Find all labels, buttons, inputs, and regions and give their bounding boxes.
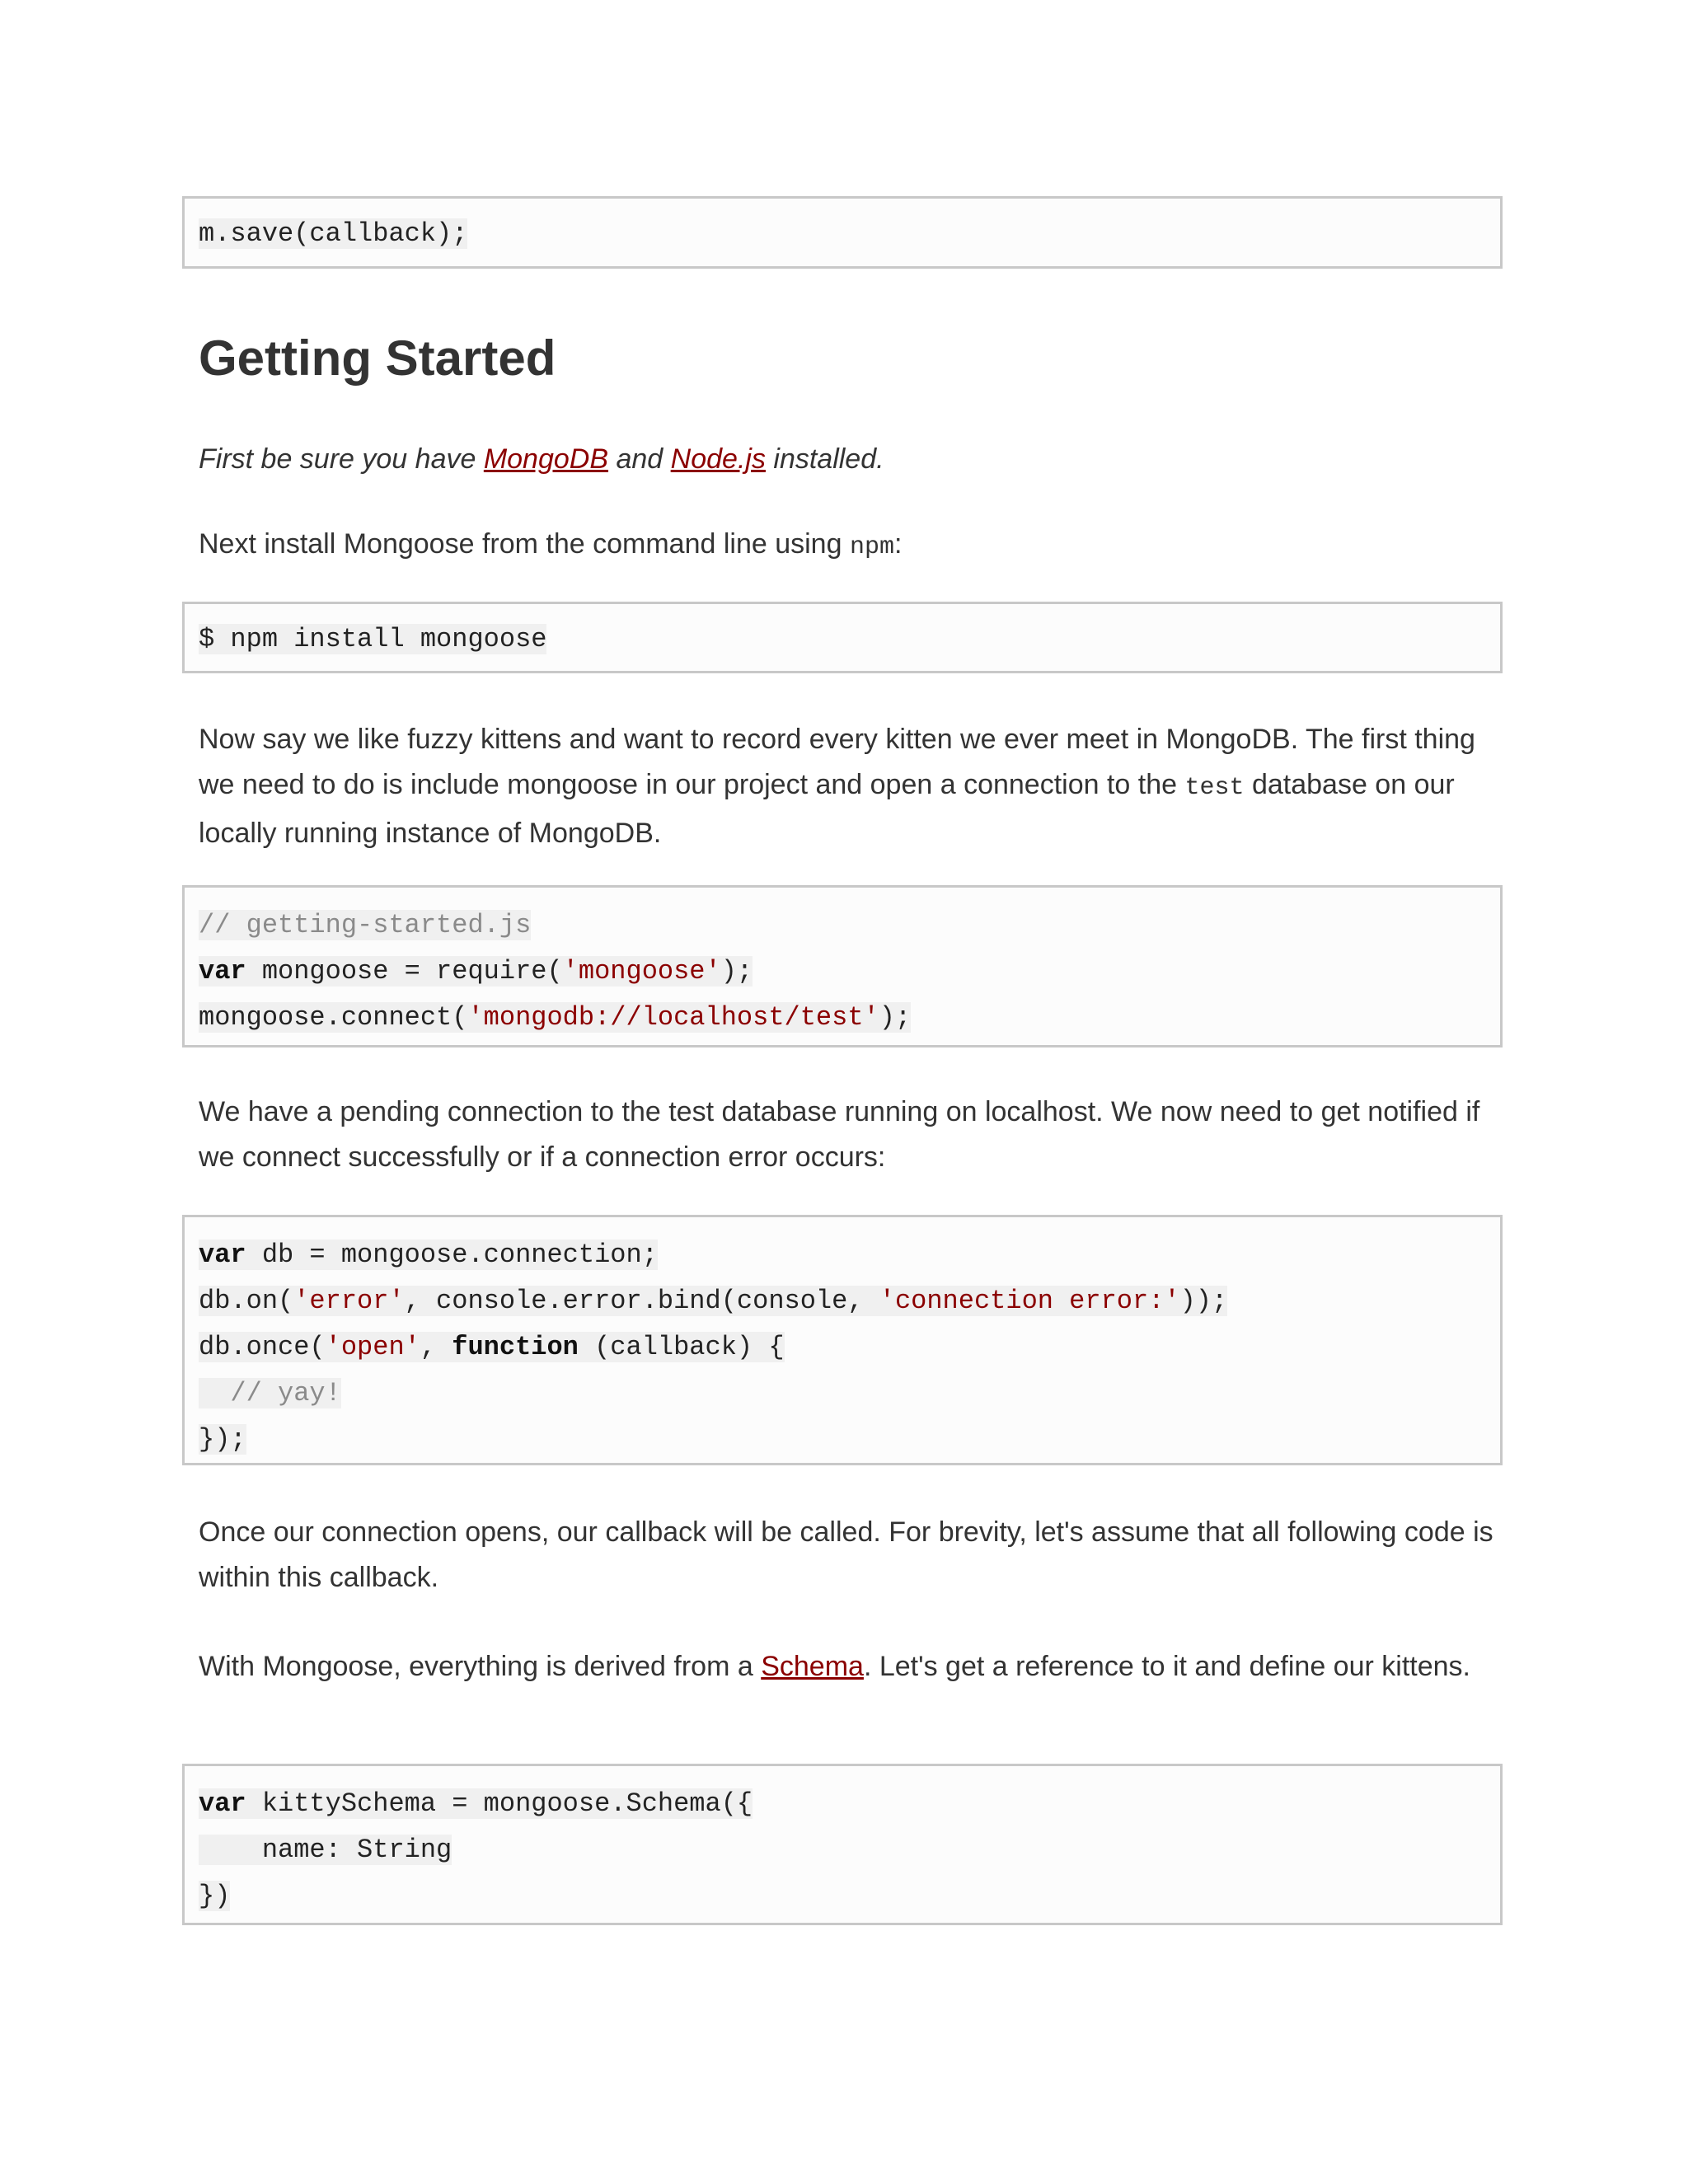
nodejs-link[interactable]: Node.js <box>670 443 766 475</box>
code-line <box>199 1232 1486 1278</box>
install-paragraph <box>199 522 1501 570</box>
code-text: db = mongoose.connection; <box>246 1240 658 1270</box>
code-line <box>199 619 1486 660</box>
schema-text: With Mongoose, everything is derived from a <box>199 1651 762 1682</box>
code-block-connect <box>182 885 1503 1047</box>
code-text: db.on( <box>199 1286 294 1316</box>
callback-paragraph: Once our connection opens, our callback will be called. For brevity, let's assume that all following code is within this callback. <box>199 1516 1493 1593</box>
code-block-events <box>182 1215 1503 1465</box>
code-text: name: String <box>199 1835 452 1865</box>
install-text: Next install Mongoose from the command line using <box>199 528 850 560</box>
code-comment: // yay! <box>199 1378 341 1408</box>
kittens-text: Now say we like fuzzy kittens and want to record every kitten we ever meet in MongoDB. The first thing we need to do is include mongoose in our project and open a connection to the <box>199 724 1475 800</box>
pending-paragraph: We have a pending connection to the test database running on localhost. We now need to get notified if we connect successfully or if a connection error occurs: <box>199 1096 1480 1173</box>
code-text: mongoose = require( <box>246 956 563 987</box>
code-block-save <box>182 196 1503 269</box>
code-line <box>199 1781 1486 1827</box>
code-line <box>199 995 1486 1041</box>
install-text: : <box>893 528 903 560</box>
code-text: m.save(callback); <box>199 218 468 249</box>
code-line <box>199 213 1486 255</box>
code-text: (callback) { <box>578 1332 785 1362</box>
prereq-text: and <box>608 443 671 475</box>
code-text: db.once( <box>199 1332 326 1362</box>
schema-paragraph <box>199 1644 1501 1690</box>
code-text: , <box>420 1332 452 1362</box>
code-line <box>199 902 1486 949</box>
schema-link[interactable]: Schema <box>761 1651 864 1682</box>
code-line <box>199 949 1486 995</box>
code-string: 'error' <box>293 1286 405 1316</box>
mongodb-link[interactable]: MongoDB <box>483 443 609 475</box>
code-string: 'mongodb://localhost/test' <box>467 1002 879 1033</box>
test-inline-code: test <box>1184 774 1245 802</box>
code-line <box>199 1371 1486 1417</box>
code-text: ); <box>879 1002 912 1033</box>
code-text: mongoose.connect( <box>199 1002 468 1033</box>
code-string: 'connection error:' <box>879 1286 1180 1316</box>
kittens-paragraph <box>199 717 1501 856</box>
prereq-text: First be sure you have <box>199 443 484 475</box>
code-line <box>199 1827 1486 1873</box>
code-keyword: function <box>452 1332 579 1362</box>
code-block-schema <box>182 1764 1503 1925</box>
schema-text: . Let's get a reference to it and define our kittens. <box>863 1651 1470 1682</box>
code-text: kittySchema = mongoose.Schema({ <box>246 1788 753 1819</box>
code-block-install <box>182 602 1503 673</box>
code-string: 'mongoose' <box>562 956 721 987</box>
code-line <box>199 1324 1486 1371</box>
code-text: )); <box>1179 1286 1228 1316</box>
code-string: 'open' <box>325 1332 420 1362</box>
code-keyword: var <box>199 956 246 987</box>
code-text: }) <box>199 1881 231 1911</box>
kittens-text: database on our locally running instance of MongoDB. <box>199 769 1455 849</box>
page-title: Getting Started <box>199 330 556 386</box>
code-keyword: var <box>199 1240 246 1270</box>
prereq-paragraph <box>199 437 1501 482</box>
code-line <box>199 1278 1486 1324</box>
code-line <box>199 1873 1486 1919</box>
code-keyword: var <box>199 1788 246 1819</box>
code-line <box>199 1417 1486 1463</box>
npm-inline-code: npm <box>849 533 894 561</box>
code-text: ); <box>720 956 753 987</box>
code-text: , console.error.bind(console, <box>404 1286 879 1316</box>
code-comment: // getting-started.js <box>199 910 532 940</box>
prereq-text: installed. <box>765 443 884 475</box>
code-text: }); <box>199 1424 246 1455</box>
code-text: $ npm install mongoose <box>199 624 547 654</box>
